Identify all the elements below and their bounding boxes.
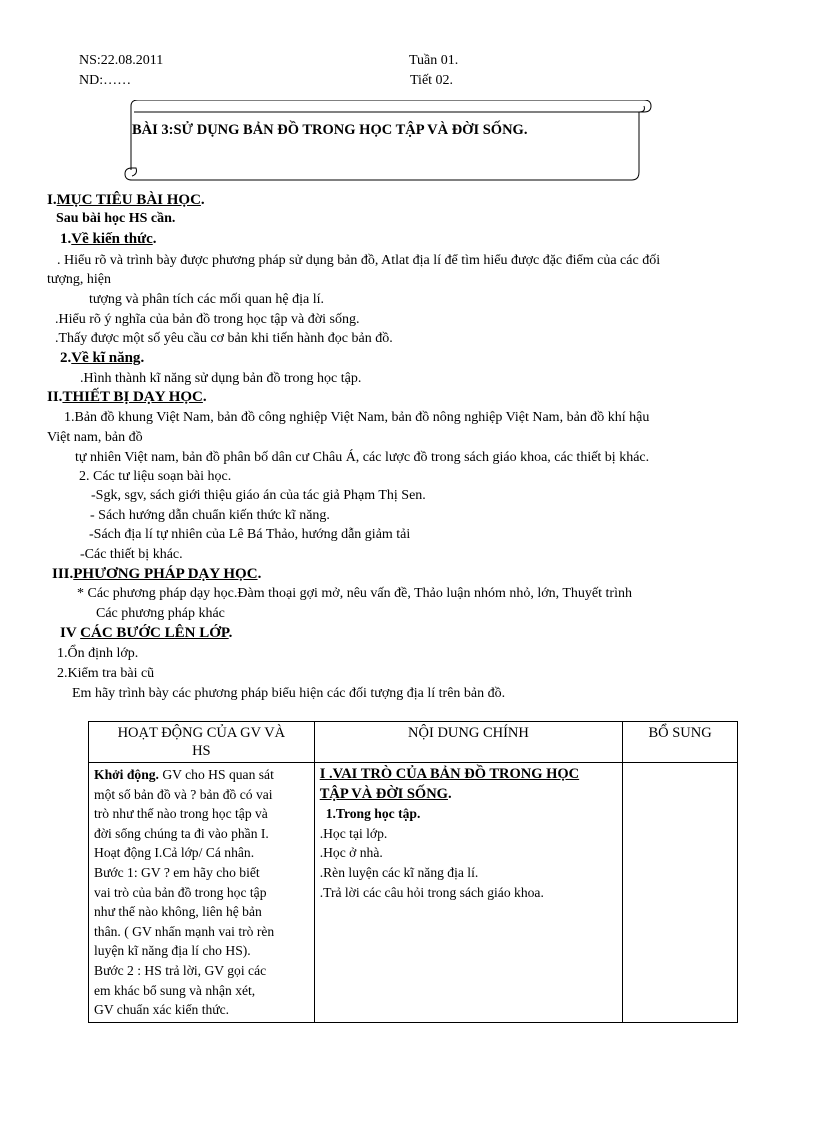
lesson-activity-table bbox=[88, 721, 738, 1023]
header-supplement: BỔ SUNG bbox=[623, 722, 738, 763]
ns-date: NS:22.08.2011 bbox=[79, 53, 164, 68]
activity-line: Bước 1: GV ? em hãy cho biết bbox=[94, 864, 260, 880]
activity-line: luyện kĩ năng địa lí cho HS). bbox=[94, 943, 251, 959]
activity-line: Bước 2 : HS trả lời, GV gọi các bbox=[94, 962, 267, 978]
content-cell bbox=[314, 763, 622, 1023]
knowledge-line-1: . Hiểu rõ và trình bày được phương pháp sử dụng bản đồ, Atlat địa lí để tìm hiểu được đặc điểm của các đối bbox=[57, 253, 661, 268]
step-line-3: Em hãy trình bày các phương pháp biểu hiện các đối tượng địa lí trên bản đồ. bbox=[72, 686, 506, 701]
lesson-title: BÀI 3:SỬ DỤNG BẢN ĐỒ TRONG HỌC TẬP VÀ ĐỜI SỐNG. bbox=[132, 122, 528, 138]
equipment-line-1b: Việt nam, bản đồ bbox=[47, 430, 143, 445]
header-activity: HOẠT ĐỘNG CỦA GV VÀ HS bbox=[89, 722, 315, 763]
activity-line: Khởi động. GV cho HS quan sát bbox=[94, 767, 274, 782]
activity-line: vai trò của bản đồ trong học tập bbox=[94, 884, 267, 900]
knowledge-line-2: .Hiểu rõ ý nghĩa của bản đồ trong học tập và đời sống. bbox=[55, 312, 360, 327]
skills-heading: 2.Về kĩ năng. bbox=[60, 350, 145, 366]
step-line-2: 2.Kiểm tra bài cũ bbox=[57, 666, 155, 681]
week-label: Tuần 01. bbox=[409, 53, 459, 68]
knowledge-line-3: .Thấy được một số yêu cầu cơ bản khi tiến hành đọc bản đồ. bbox=[55, 331, 393, 346]
period-label: Tiết 02. bbox=[410, 73, 454, 88]
activity-line: thân. ( GV nhấn mạnh vai trò rèn bbox=[94, 923, 275, 939]
content-line: .Học tại lớp. bbox=[319, 825, 388, 841]
step-line-1: 1.Ổn định lớp. bbox=[57, 646, 139, 661]
equipment-line-6: -Các thiết bị khác. bbox=[80, 547, 183, 562]
activity-line: một số bản đồ và ? bản đồ có vai bbox=[94, 786, 273, 802]
activity-line: GV chuẩn xác kiến thức. bbox=[94, 1002, 230, 1018]
content-line: .Rèn luyện các kĩ năng địa lí. bbox=[319, 864, 479, 880]
activity-line: trò như thế nào trong học tập và bbox=[94, 806, 268, 822]
section-4-heading: IV CÁC BƯỚC LÊN LỚP. bbox=[60, 625, 233, 641]
table-header-row bbox=[89, 722, 738, 763]
nd-date: ND:…… bbox=[79, 73, 132, 88]
table-row bbox=[89, 763, 738, 1023]
knowledge-line-1b: tượng, hiện bbox=[47, 272, 111, 287]
knowledge-heading: 1.Về kiến thức. bbox=[60, 231, 157, 247]
lesson-title-banner bbox=[124, 100, 652, 184]
method-line-2: Các phương pháp khác bbox=[96, 606, 225, 621]
activity-cell bbox=[89, 763, 315, 1023]
skills-line-1: .Hình thành kĩ năng sử dụng bản đồ trong học tập. bbox=[80, 371, 362, 386]
content-line: .Trả lời các câu hỏi trong sách giáo khoa. bbox=[319, 884, 544, 900]
equipment-line-1c: tự nhiên Việt nam, bản đồ phân bố dân cư Châu Á, các lược đồ trong sách giáo khoa, các thiết bị khác. bbox=[75, 450, 650, 465]
content-line: .Học ở nhà. bbox=[319, 845, 383, 861]
equipment-line-4: - Sách hướng dẫn chuẩn kiến thức kĩ năng. bbox=[90, 508, 330, 523]
section-3-heading: III.PHƯƠNG PHÁP DẠY HỌC. bbox=[52, 566, 262, 582]
section-1-heading: I.MỤC TIÊU BÀI HỌC. bbox=[47, 192, 205, 208]
equipment-line-5: -Sách địa lí tự nhiên của Lê Bá Thảo, hướng dẫn giảm tải bbox=[89, 527, 411, 542]
scroll-frame bbox=[124, 100, 652, 184]
content-heading-2: TẬP VÀ ĐỜI SỐNG. bbox=[319, 785, 452, 802]
equipment-line-3: -Sgk, sgv, sách giới thiệu giáo án của tác giả Phạm Thị Sen. bbox=[91, 488, 426, 503]
activity-line: đời sống chúng ta đi vào phần I. bbox=[94, 825, 269, 841]
header-content: NỘI DUNG CHÍNH bbox=[314, 722, 622, 763]
content-subheading: 1.Trong học tập. bbox=[325, 806, 421, 822]
section-2-heading: II.THIẾT BỊ DẠY HỌC. bbox=[47, 389, 207, 405]
activity-line: như thế nào không, liên hệ bản bbox=[94, 904, 262, 920]
knowledge-line-1c: tượng và phân tích các mối quan hệ địa lí. bbox=[89, 292, 325, 307]
supplement-cell bbox=[623, 763, 738, 1023]
section-1-intro: Sau bài học HS cần. bbox=[56, 211, 176, 226]
activity-line: Hoạt động I.Cả lớp/ Cá nhân. bbox=[94, 845, 255, 861]
equipment-line-2: 2. Các tư liệu soạn bài học. bbox=[79, 469, 232, 484]
content-heading-1: I .VAI TRÒ CỦA BẢN ĐỒ TRONG HỌC bbox=[319, 766, 580, 782]
equipment-line-1: 1.Bản đồ khung Việt Nam, bản đồ công nghiệp Việt Nam, bản đồ nông nghiệp Việt Nam, bản đồ khí hậu bbox=[64, 410, 650, 425]
method-line-1: * Các phương pháp dạy học.Đàm thoại gợi mở, nêu vấn đề, Thảo luận nhóm nhỏ, lớn, Thuyết trình bbox=[77, 586, 632, 601]
activity-line: em khác bổ sung và nhận xét, bbox=[94, 982, 256, 998]
